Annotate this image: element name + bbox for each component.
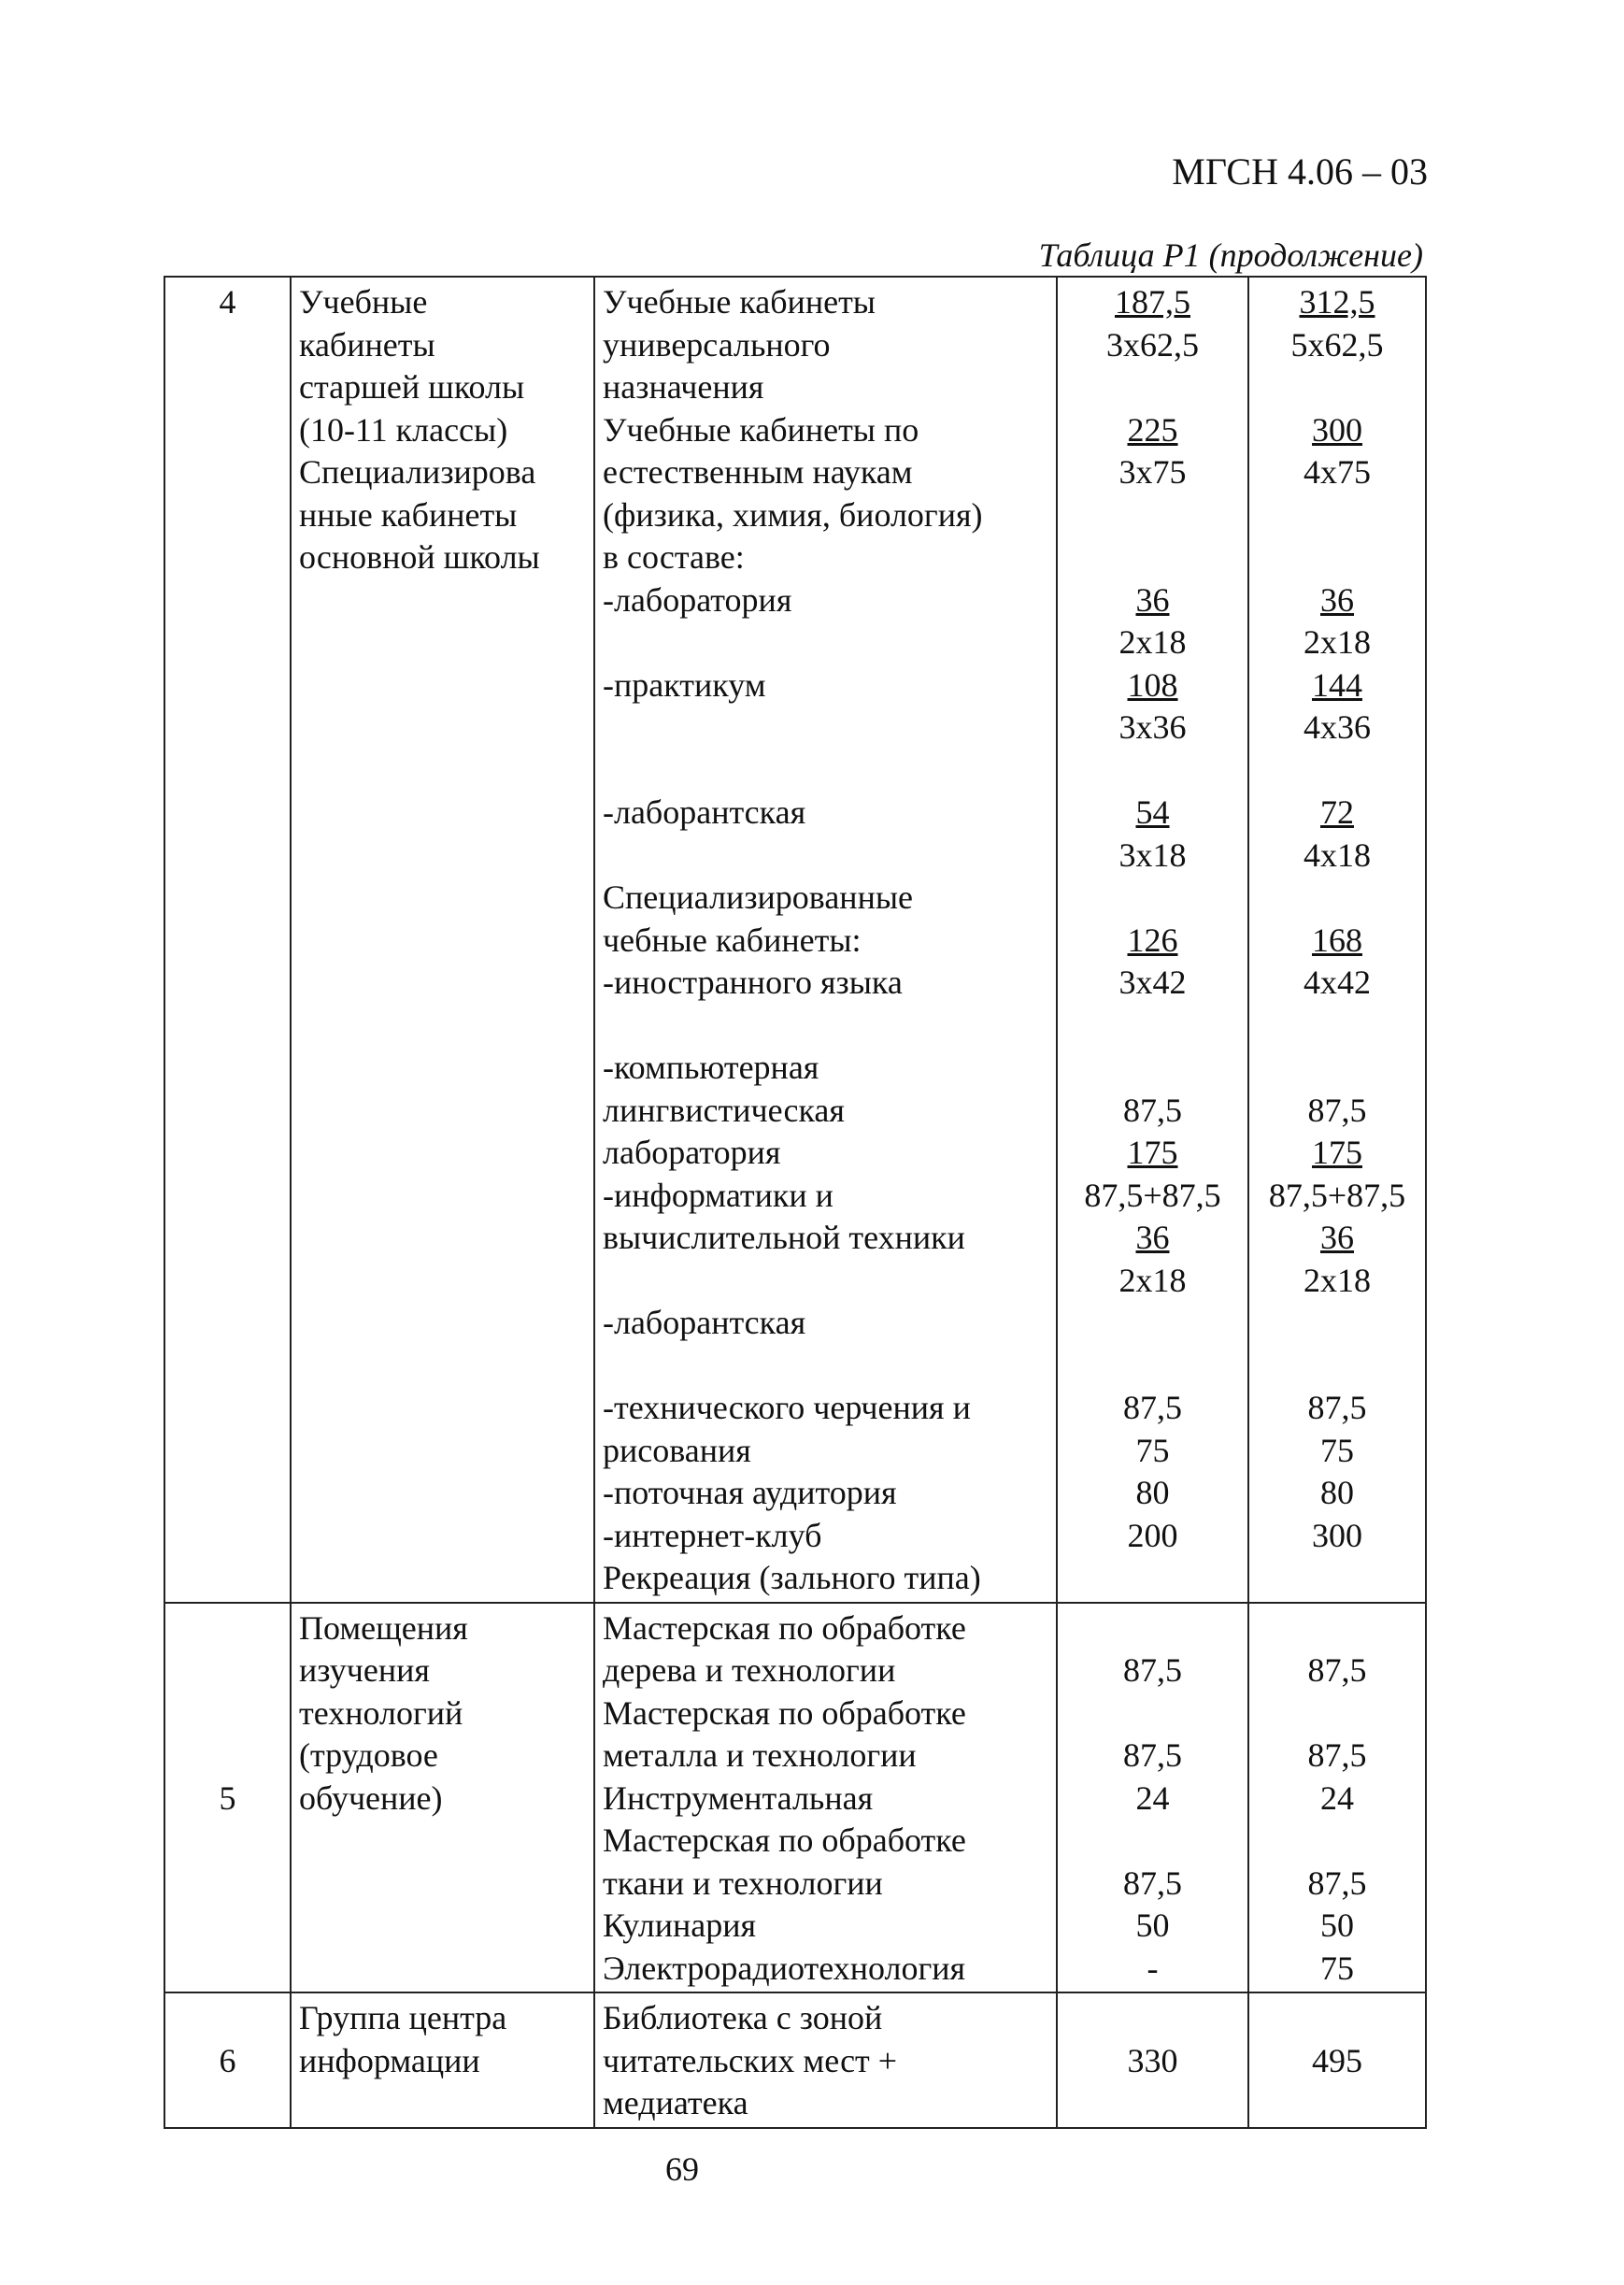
area-value-a [1065,1260,1240,1303]
area-value-b [1257,920,1417,963]
room-description-line: Учебные кабинеты по [603,410,919,449]
room-description-line: читательских мест + [603,2041,898,2079]
area-value-a [1065,750,1240,793]
area-value-a [1065,1005,1240,1048]
room-description-line: -лаборантская [603,1304,806,1341]
room-description-line: -лаборатория [603,580,792,619]
area-value-b-text: 72 [1320,793,1354,831]
area-value-a [1065,1735,1240,1778]
area-value-a-text: 108 [1127,665,1178,704]
area-value-b-text: 24 [1320,1778,1354,1817]
area-column-a-cell [1057,277,1248,1603]
room-description-line: -технического черчения и [603,1389,971,1426]
room-description-line: лаборатория [603,1134,781,1171]
room-group-line: Учебные [299,283,428,321]
area-value-a-text: 3x75 [1118,453,1187,491]
table-row [164,1992,1426,2128]
area-value-a-text: 36 [1135,580,1170,619]
area-value-a [1065,579,1240,622]
room-group-line: Группа центра [299,1999,507,2036]
area-value-a [1065,409,1240,452]
room-description-line: в составе: [603,538,745,576]
room-description-line: -информатики и [603,1176,833,1214]
area-value-b-text: 4x75 [1303,453,1371,491]
room-description-line: универсального [603,325,831,364]
room-description-line [603,835,1048,878]
area-value-a [1065,664,1240,707]
area-value-a [1065,1778,1240,1821]
area-value-b [1257,1692,1417,1735]
room-description-line: Библиотека с зоной [603,1999,883,2036]
area-value-b [1257,1948,1417,1991]
area-value-b [1257,792,1417,835]
area-value-b [1257,1005,1417,1048]
area-value-b [1257,1820,1417,1863]
room-description-line [603,621,1048,664]
area-column-a-cell [1057,1992,1248,2128]
area-value-a [1065,1557,1240,1600]
area-value-a-text: 175 [1127,1134,1178,1171]
area-value-b-text: 4x36 [1303,708,1371,746]
area-value-a-text: 3x42 [1118,964,1187,1001]
area-value-a [1065,1607,1240,1650]
area-column-b-cell [1248,1992,1426,2128]
room-description-line: Электрорадиотехнология [603,1949,966,1987]
table-body [164,277,1426,2128]
area-value-b [1257,962,1417,1005]
area-value-b-text: 36 [1320,1219,1354,1256]
area-value-a [1065,920,1240,963]
room-description-line: лингвистическая [603,1091,845,1129]
area-value-a [1065,1090,1240,1133]
table-row [164,277,1426,1603]
area-value-b-text: 312,5 [1299,283,1375,321]
room-description-line: -интернет-клуб [603,1516,822,1554]
area-value-b [1257,1260,1417,1303]
room-description-line: Мастерская по обработке [603,1693,966,1732]
area-value-a [1065,1905,1240,1948]
area-value-a [1065,281,1240,324]
area-value-a-text: 2x18 [1118,623,1187,661]
room-description-line [603,1005,1048,1048]
area-value-b-text: 87,5 [1307,1736,1367,1774]
area-value-b-text: 495 [1312,2041,1362,2079]
room-description-line: -компьютерная [603,1049,819,1086]
row-number: 4 [164,277,291,1603]
table-caption: Таблица Р1 (продолжение) [1038,236,1423,274]
area-value-b-text: 80 [1320,1474,1354,1511]
area-value-b [1257,1472,1417,1515]
room-group-line: основной школы [299,538,540,576]
area-value-b-text: 2x18 [1303,1261,1371,1299]
area-column-b-cell [1248,1603,1426,1993]
row-number: 5 [164,1603,291,1993]
area-value-a-text: 126 [1127,921,1178,959]
area-value-a [1065,451,1240,494]
page-number: 69 [665,2150,699,2188]
area-value-a [1065,1175,1240,1218]
room-description-line: металла и технологии [603,1736,917,1774]
area-value-b-text: 168 [1312,921,1362,959]
area-value-a [1065,962,1240,1005]
room-group-cell [291,1603,594,1993]
area-value-a-text: 87,5 [1123,1389,1182,1426]
area-value-a [1065,792,1240,835]
row-number: 6 [164,1992,291,2128]
document-code: МГСН 4.06 – 03 [1172,150,1428,193]
area-value-b-text: 87,5 [1307,1091,1367,1129]
room-group-line: (10-11 классы) [299,410,508,449]
area-value-a-text: 75 [1135,1431,1170,1469]
room-description-line: -практикум [603,665,766,704]
room-description-line [603,707,1048,750]
rooms-table [164,276,1427,2129]
area-value-b-text: 87,5+87,5 [1268,1176,1406,1214]
area-value-b [1257,1863,1417,1906]
area-value-b [1257,621,1417,664]
area-value-b [1257,451,1417,494]
area-value-b [1257,1430,1417,1473]
room-group-line: кабинеты [299,325,435,364]
room-description-cell [594,1992,1057,2128]
area-value-b-text: 50 [1320,1907,1354,1944]
area-column-a-cell [1057,1603,1248,1993]
area-value-b [1257,1607,1417,1650]
area-value-b-text: 87,5 [1307,1864,1367,1902]
area-value-a-text: 3x62,5 [1106,325,1199,364]
room-group-line: (трудовое [299,1736,438,1774]
area-value-b [1257,750,1417,793]
room-description-line: рисования [603,1431,751,1469]
area-value-a-text: 200 [1127,1516,1178,1554]
room-description-line: естественным наукам [603,453,913,491]
room-description-line: (физика, химия, биология) [603,495,983,534]
area-value-b [1257,1735,1417,1778]
area-value-a-text: 36 [1135,1219,1170,1256]
room-group-line: обучение) [299,1778,443,1817]
area-value-b-text: 175 [1312,1134,1362,1171]
area-value-b-text: 87,5 [1307,1651,1367,1689]
area-value-a [1065,1649,1240,1692]
room-description-line: Мастерская по обработке [603,1821,966,1859]
area-value-a [1065,2082,1240,2125]
area-value-b [1257,366,1417,409]
area-value-b [1257,707,1417,750]
area-value-b [1257,1132,1417,1175]
area-value-b [1257,1778,1417,1821]
area-value-b-text: 75 [1320,1431,1354,1469]
room-description-line: -иностранного языка [603,964,903,1001]
area-value-b [1257,1175,1417,1218]
room-group-line: Помещения [299,1608,468,1647]
area-value-b-text: 144 [1312,665,1362,704]
area-value-a [1065,324,1240,367]
area-value-a [1065,366,1240,409]
room-group-line: технологий [299,1693,463,1732]
room-description-line: чебные кабинеты: [603,921,862,959]
area-value-a-text: - [1147,1949,1159,1987]
area-value-b [1257,1217,1417,1260]
area-value-a [1065,877,1240,920]
room-description-line: -поточная аудитория [603,1474,897,1511]
area-value-b-text: 5x62,5 [1290,325,1384,364]
area-value-b [1257,1997,1417,2040]
room-group-cell [291,1992,594,2128]
area-value-a [1065,621,1240,664]
area-value-b [1257,2040,1417,2083]
area-value-a [1065,1430,1240,1473]
area-value-a-text: 80 [1135,1474,1170,1511]
room-description-line [603,1345,1048,1388]
area-value-b [1257,1047,1417,1090]
area-value-a-text: 3x18 [1118,835,1187,874]
area-value-b [1257,324,1417,367]
area-value-b [1257,1090,1417,1133]
area-value-b [1257,281,1417,324]
area-value-b [1257,536,1417,579]
area-value-b [1257,1302,1417,1345]
area-value-a-text: 87,5+87,5 [1084,1176,1221,1214]
room-group-line: Специализирова [299,453,536,491]
area-value-a-text: 87,5 [1123,1736,1182,1774]
area-value-a-text: 87,5 [1123,1651,1182,1689]
room-description-line: Кулинария [603,1907,757,1944]
area-value-b [1257,1387,1417,1430]
area-value-b-text: 300 [1312,1516,1362,1554]
area-value-b [1257,664,1417,707]
area-value-a [1065,2040,1240,2083]
room-description-line: Специализированные [603,878,913,916]
area-column-b-cell [1248,277,1426,1603]
area-value-b [1257,409,1417,452]
area-value-a [1065,1302,1240,1345]
room-description-line: вычислительной техники [603,1219,965,1256]
area-value-a-text: 87,5 [1123,1091,1182,1129]
room-group-line: нные кабинеты [299,495,518,534]
table-row [164,1603,1426,1993]
area-value-a-text: 24 [1135,1778,1170,1817]
room-description-line: ткани и технологии [603,1864,883,1902]
area-value-b [1257,1905,1417,1948]
room-description-line: Учебные кабинеты [603,283,876,321]
area-value-a [1065,1047,1240,1090]
area-value-b [1257,835,1417,878]
area-value-b-text: 75 [1320,1949,1354,1987]
area-value-a-text: 2x18 [1118,1261,1187,1299]
area-value-a [1065,1948,1240,1991]
room-description-line: дерева и технологии [603,1651,896,1689]
room-description-line: Инструментальная [603,1778,874,1817]
room-description-line [603,1260,1048,1303]
area-value-b-text: 4x42 [1303,964,1371,1001]
area-value-a [1065,1515,1240,1558]
area-value-b [1257,1557,1417,1600]
room-description-line: -лаборантская [603,793,806,831]
room-description-line [603,750,1048,793]
area-value-b [1257,579,1417,622]
area-value-a-text: 330 [1127,2041,1178,2079]
room-group-line: старшей школы [299,368,525,406]
area-value-a [1065,1132,1240,1175]
room-description-cell [594,277,1057,1603]
area-value-a-text: 3x36 [1118,708,1187,746]
area-value-a [1065,494,1240,537]
area-value-b-text: 87,5 [1307,1389,1367,1426]
area-value-b [1257,2082,1417,2125]
area-value-a-text: 187,5 [1115,283,1190,321]
area-value-a-text: 54 [1135,793,1170,831]
area-value-a-text: 87,5 [1123,1864,1182,1902]
area-value-a [1065,1820,1240,1863]
room-group-line: изучения [299,1651,430,1689]
room-description-line: назначения [603,368,764,406]
area-value-a [1065,1387,1240,1430]
area-value-b-text: 2x18 [1303,623,1371,661]
area-value-a [1065,835,1240,878]
area-value-b [1257,1345,1417,1388]
area-value-b [1257,1515,1417,1558]
area-value-a [1065,1217,1240,1260]
room-description-line: Мастерская по обработке [603,1608,966,1647]
area-value-a [1065,1863,1240,1906]
area-value-a-text: 225 [1127,410,1178,449]
area-value-a [1065,1997,1240,2040]
room-group-cell [291,277,594,1603]
area-value-a [1065,707,1240,750]
room-description-cell [594,1603,1057,1993]
area-value-b-text: 4x18 [1303,835,1371,874]
area-value-b-text: 36 [1320,580,1354,619]
area-value-b-text: 300 [1312,410,1362,449]
room-description-line: Рекреация (зального типа) [603,1559,981,1596]
room-group-line: информации [299,2041,480,2079]
area-value-a [1065,1345,1240,1388]
area-value-a-text: 50 [1135,1907,1170,1944]
area-value-a [1065,536,1240,579]
area-value-b [1257,494,1417,537]
area-value-a [1065,1692,1240,1735]
area-value-b [1257,1649,1417,1692]
room-description-line: медиатека [603,2084,748,2121]
area-value-a [1065,1472,1240,1515]
area-value-b [1257,877,1417,920]
